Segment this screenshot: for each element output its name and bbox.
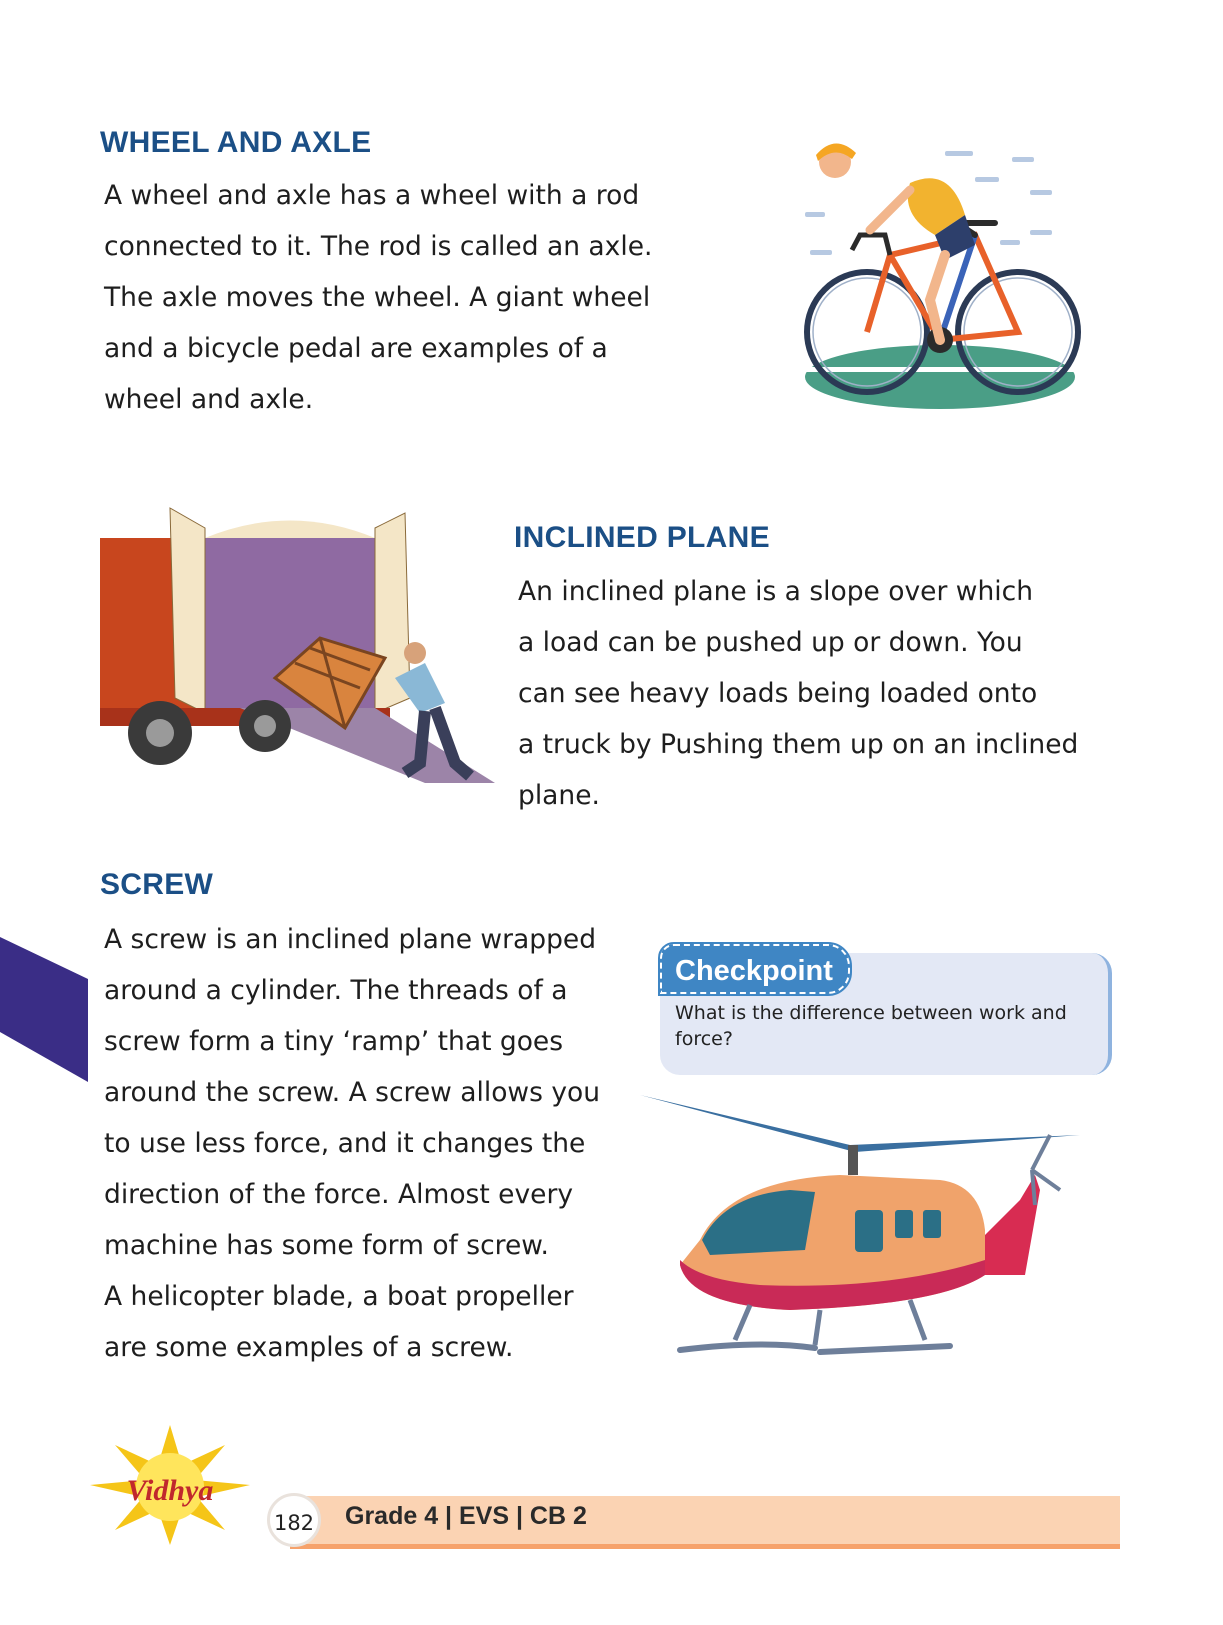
- inclined-plane-line: An inclined plane is a slope over which: [518, 576, 1033, 607]
- wheel-axle-paragraph: [104, 170, 652, 425]
- side-tab-decoration: [0, 937, 88, 1082]
- inclined-plane-line: can see heavy loads being loaded onto: [518, 678, 1038, 709]
- wheel-axle-line: wheel and axle.: [104, 384, 314, 415]
- inclined-plane-line: plane.: [518, 780, 600, 811]
- vidhya-logo-text: Vidhya: [126, 1474, 214, 1507]
- screw-line: machine has some form of screw.: [104, 1230, 549, 1261]
- screw-line: direction of the force. Almost every: [104, 1179, 574, 1210]
- screw-line: A helicopter blade, a boat propeller: [104, 1281, 574, 1312]
- vidhya-logo: [85, 1425, 255, 1545]
- wheel-axle-heading: WHEEL AND AXLE: [100, 126, 372, 159]
- screw-heading: SCREW: [100, 868, 214, 901]
- screw-line: around a cylinder. The threads of a: [104, 975, 568, 1006]
- wheel-axle-line: connected to it. The rod is called an axle.: [104, 231, 653, 262]
- cyclist-illustration: [800, 135, 1085, 430]
- page-number: 182: [267, 1493, 321, 1547]
- screw-line: around the screw. A screw allows you: [104, 1077, 601, 1108]
- inclined-plane-paragraph: [518, 566, 1078, 821]
- wheel-axle-line: The axle moves the wheel. A giant wheel: [104, 282, 651, 313]
- checkpoint-label: Checkpoint: [660, 944, 850, 994]
- checkpoint-question: What is the difference between work and force?: [675, 1002, 1067, 1050]
- screw-line: to use less force, and it changes the: [104, 1128, 586, 1159]
- screw-line: are some examples of a screw.: [104, 1332, 514, 1363]
- screw-paragraph: [104, 914, 600, 1373]
- inclined-plane-heading: INCLINED PLANE: [514, 521, 770, 554]
- footer-text: Grade 4 | EVS | CB 2: [345, 1502, 587, 1530]
- helicopter-illustration: [640, 1090, 1090, 1390]
- wheel-axle-line: and a bicycle pedal are examples of a: [104, 333, 608, 364]
- screw-line: screw form a tiny ‘ramp’ that goes: [104, 1026, 564, 1057]
- wheel-axle-line: A wheel and axle has a wheel with a rod: [104, 180, 640, 211]
- inclined-plane-line: a load can be pushed up or down. You: [518, 627, 1023, 658]
- truck-inclined-plane-illustration: [95, 498, 505, 798]
- screw-line: A screw is an inclined plane wrapped: [104, 924, 597, 955]
- inclined-plane-line: a truck by Pushing them up on an inclined: [518, 729, 1079, 760]
